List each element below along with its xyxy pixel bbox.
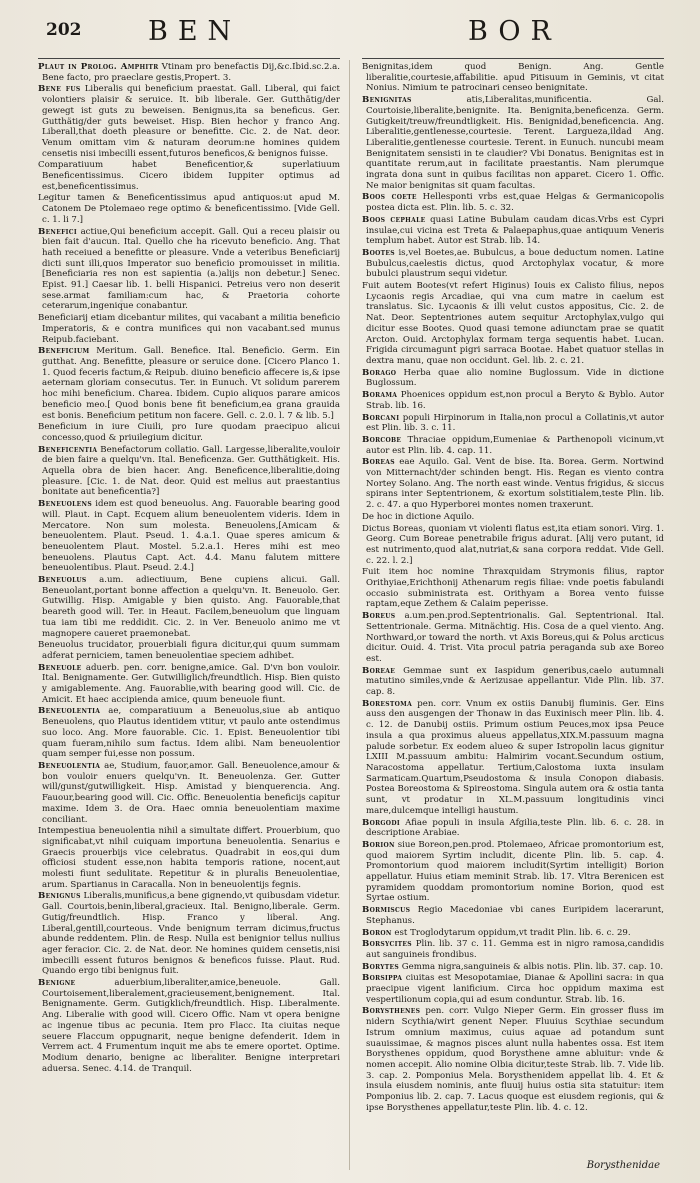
- entry-headword: Borion: [362, 839, 395, 850]
- page-number: 202: [46, 20, 82, 40]
- entry-headword: Beneuolus: [38, 575, 87, 586]
- dictionary-entry: [38, 891, 340, 977]
- dictionary-entry: [362, 818, 664, 839]
- entry-text: Comparatiuum habet Beneficentior,& superlatiuum Beneficentissimus. Cicero ibidem Iuppiter optimus ad est,beneficentissimus.: [38, 160, 340, 192]
- entry-text: Dictus Boreas, quoniam vt violenti flatus est,ita etiam sonori. Virg. 1. Georg. Cum Boreae penetrabile frigus adurat. [Alij vero putant, id est nutrimento,quod alat,nutriat,& sana corpora reddat. Vide Gell. c. 22. l. 2.]: [362, 523, 664, 566]
- catchword: Borysthenidae: [586, 1160, 660, 1171]
- dictionary-entry: [38, 160, 340, 192]
- entry-text: Thraciae oppidum,Eumeniae & Parthenopoli vicinum,vt autor est Plin. lib. 4. cap. 11.: [366, 434, 664, 456]
- dictionary-entry: [38, 575, 340, 639]
- dictionary-entry: [362, 905, 664, 926]
- entry-text: ciuitas est Mesopotamiae, Dianae & Apollini sacra: in qua praecipue vigent lanificium. Circa hoc oppidum maxima est vespertilionum copia,qui ad esum conduntur. Strab. lib. 16.: [366, 973, 664, 1005]
- entry-headword: Boreae: [362, 665, 396, 676]
- entry-text: ae, Studium, fauor,amor. Gall. Beneuolence,amour & bon vouloir enuers quelqu'vn. It. Beneuolenza. Ger. Gutter will/gunst/gutwilligkeit. Hisp. Amistad y bienquerencia. Ang. Fauour,bearing good will. Cic. Offic. Beneuolentia beneficijs capitur maxime. Idem 3. de Ora. Haec omnia beneuolentiam maxime conciliant.: [42, 761, 340, 825]
- entry-headword: Borestoma: [362, 698, 413, 709]
- entry-headword: Borsippa: [362, 973, 403, 984]
- entry-text: Regio Macedoniae vbi canes Euripidem lacerarunt, Stephanus.: [366, 905, 664, 926]
- dictionary-entry: [38, 62, 340, 83]
- dictionary-entry: [362, 973, 664, 1005]
- dictionary-entry: [38, 422, 340, 443]
- entry-text: pen. corr. Vnum ex ostiis Danubij fluminis. Ger. Eins auss den ausgengen der Thonaw in das Euxinisch meer Plin. lib. 4. c. 12. de Danubij ostiis. Primum ostium Peuces,mox ipsa Peuce insula a qua proximus alueus appellatus,XIX.M.passuum magna palude sorbetur. Ex eodem alueo & super Istropolin lacus gignitur LXIII M.passuum ambitu: Halmirim vocant.Secundum ostium, Naracostoma appellatur. Tertium,Calostoma iuxta insulam Sarmaticam.Quartum,Pseudostoma & insula Conopon diabasis. Postea Boreostoma & Spireostoma. Singula autem ora & ostia tanta sunt, vt prodatur in XL.M.passuum longitudinis vinci mare,dulcemque intelligi haustum.: [366, 698, 664, 816]
- entry-text: atis,Liberalitas,munificentia. Gal. Courtoisie,liberalite,benignite. Ita. Benignita,beneficenza. Germ. Gutigkeit/treuw/freundtligkeit. His. Benignidad,beneficencia. Ang. Liberalitie,gentlenesse,courtesie. Terent. Largueza,ildad Ang. Liberalitie,gentlenesse courtesie. Terent. in Eunuch. nuncubi meam Benignitatem sensisti in te claudier? Vbi Donatus. Benignitas est in quantitate rerum,aut in facilitate praestantis. Nam plerumque ingrata dona sunt in quibus facilitas non apparet. Cicero 1. Offic. Ne maior benignitas sit quam facultas.: [366, 95, 664, 191]
- entry-text: siue Boreon,pen.prod. Ptolemaeo, Africae promontorium est, quod maiorem Syrtim includit, dicente Plin. lib. 5. cap. 4. Promontorium quod maiorem includit(Syrtim intelligit) Borion appellatur. Huius etiam meminit Strab. lib. 17. Vltra Berenicen est pyramidem quoddam promontorium nomine Borion, quod est Syrtae ostium.: [366, 839, 664, 904]
- entry-headword: Borago: [362, 367, 397, 378]
- dictionary-entry: [38, 193, 340, 225]
- entry-text: Benignitas,idem quod Benign. Ang. Gentle liberalitie,courtesie,affabilitie. apud Pitisuum in Geminis, vt citat Nonius. Nimium te patrocinari censeo benignitate.: [362, 62, 664, 94]
- entry-headword: Beneficium: [38, 346, 90, 357]
- entry-text: is,vel Boetes,ae. Bubulcus, a boue deductum nomen. Latine Bubulcus,caelestis dictus, quod Arctophylax vocatur, & more bubulci plaustrum sequi videtur.: [366, 247, 664, 280]
- dictionary-entry: [38, 640, 340, 661]
- dictionary-entry: [38, 706, 340, 760]
- paper-speck: [520, 760, 522, 762]
- entry-text: Phoenices oppidum est,non procul a Beryto & Byblo. Autor Strab. lib. 16.: [366, 390, 664, 411]
- entry-text: Hellesponti vrbs est,quae Helgas & Germanicopolis postea dicta est. Plin. lib. 5. c. 32.: [366, 192, 664, 214]
- entry-text: Fuit item hoc nomine Thraxquidam Strymonis filius, raptor Orithyiae,Erichthonij Athenarum regis filiae: vnde poetis fabulandi occasio subministrata est. Orithyam a Borea vento fuisse raptam,eque Zethem & Calaim peperisse.: [362, 567, 664, 610]
- entry-headword: Borama: [362, 390, 398, 401]
- entry-text: Legitur tamen & Beneficentissimus apud antiquos:ut apud M. Catonem De Ptolemaeo rege optimo & beneficentissimo. [Vide Gell. c. 1. li 7.]: [38, 193, 340, 225]
- dictionary-entry: [362, 95, 664, 191]
- dictionary-entry: [38, 84, 340, 159]
- entry-text: a.um.pen.prod.Septentrionalis. Gal. Septentrional. Ital. Settentrionale. Germa. Mitnächtig. His. Cosa de a quel viento. Ang. Northward,or toward the north. vt Axis Boreus,qui & Polus arcticus dicitur. Ouid. 4. Trist. Vita procul patria peraganda sub axe Boreo est.: [366, 611, 664, 664]
- dictionary-entry: [362, 62, 664, 94]
- dictionary-entry: [362, 666, 664, 698]
- dictionary-entry: [362, 512, 664, 523]
- entry-text: Beneficium in iure Ciuili, pro Iure quodam praecipuo alicui concesso,quod & priuilegium dicitur.: [38, 422, 340, 443]
- entry-text: actiue,Qui beneficium accepit. Gall. Qui a receu plaisir ou bien fait d'aucun. Ital. Quello che ha ricevuto beneficio. Ang. That hath receiued a benefitte or pleasure. Vnde a veteribus Beneficiarij dicti sunt illi,quos Imperator suo beneficio promouisset in militia. [Beneficiaria res non est sapientia (a.)alijs non debetur.] Senec. Epist. 91.] Caesar lib. 1. belli Hispanici. Petreius vero non deserit sese.armat familiam:cum hac, & Praetoria cohorte ceterarum,ingenique conabantur.: [42, 226, 340, 312]
- entry-text: Herba quae alio nomine Buglossum. Vide in dictione Buglossum.: [366, 367, 664, 389]
- entry-headword: Beneuolentia: [38, 706, 101, 717]
- entry-headword: Boron: [362, 927, 392, 938]
- entry-text: pen. corr. Vulgo Nieper Germ. Ein grosser fluss im nidern Scythia/wirt genent Neper. Fluuius Scythiae secundum Istrum omnium maximus, cuius aquae ad potandum sunt suauissimae, & magnos pisces alunt nulla habentes ossa. Est item Borysthenes oppidum, quod Borysthene amne abluitur: vnde & nomen accepit. Alio nomine Olbia dicitur,teste Strab. lib. 7. Vide lib. 3. cap. 2. Pomponius Mela. Borysthenidem appellat lib. 4. Et & insula eiusdem nominis, ante fluuij huius ostia sita statuitur: item Pomponius lib. 2. cap. 7. Lacus quoque est eiusdem regionis, qui & ipse Borysthenes appellatur,teste Plin. lib. 4. c. 12.: [366, 1006, 664, 1113]
- column-gutter: [349, 60, 350, 1170]
- dictionary-entry: [38, 978, 340, 1074]
- entry-text: est Troglodytarum oppidum,vt tradit Plin. lib. 6. c. 29.: [394, 927, 631, 938]
- entry-text: Gemmae sunt ex Iaspidum generibus,caelo autumnali matutino similes,vnde & Aerizusae appellantur. Vide Plin. lib. 37. cap. 8.: [366, 665, 664, 698]
- entry-text: Meritum. Gall. Benefice. Ital. Beneficio. Germ. Ein gutthat. Ang. Benefitte, pleasure or seruice done. [Cicero Planco 1. 1. Quod feceris factum,& Reipub. diuino beneficio affecere is,& ipse aeternam gloriam consecutus. Ter. in Eunuch. Vt solidum parerem hoc mihi beneficium. Charea. Ibidem. Cupio aliquos parare amicos beneficio meo.[ Quod bonis bene fit beneficium,ea grana grauida est bonis. Beneficium petitum non facere. Gell. c. 2.0. l. 7 & lib. 5.]: [42, 346, 340, 421]
- entry-text: a.um. adiectiuum, Bene cupiens alicui. Gall. Beneuolant,portant bonne affection a quelqu'vn. It. Beneuolo. Ger. Gutwillig. Hisp. Amigable y bien quisto. Ang. Fauorable,that beareth good will. Ter. in Heaut. Facilem,beneuolum que linguam tua iam tibi me reddidit. Cic. 2. in Ver. Beneuolo animo me vt magnopere caueret praemonebat.: [42, 575, 340, 639]
- entry-headword: Plaut in Prolog. Amphitr: [38, 62, 159, 72]
- dictionary-entry: [362, 699, 664, 817]
- entry-text: Afiae populi in insula Afgilia,teste Plin. lib. 6. c. 28. in descriptione Arabiae.: [366, 817, 664, 839]
- dictionary-entry: [38, 826, 340, 890]
- dictionary-entry: [362, 192, 664, 213]
- entry-text: eae Aquilo. Gal. Vent de bise. Ita. Borea. Germ. Nortwind von Mitternacht/der schinden bengt. His. Regan es viento contra Nortey Solano. Ang. The north east winde. Ventus frigidus, & siccus spirans inter Septentrionem, & exortum solstitialem,teste Plin. lib. 2. c. 47. a quo Hyperborei montes nomen traxerunt.: [366, 457, 664, 511]
- entry-headword: Boreus: [362, 611, 396, 622]
- entry-text: Beneficiarij etiam dicebantur milites, qui vacabant a militia beneficio Imperatoris, & e contra munifices qui non vacabant.sed munus Reipub.faciebant.: [38, 313, 340, 345]
- entry-text: ae, comparatiuum a Beneuolus,siue ab antiquo Beneuolens, quo Plautus identidem vtitur, vt paulo ante ostendimus suo loco. Ang. More fauorable. Cic. 1. Epist. Beneuolentior tibi quam fueram,nihilo sum factus. Idem alibi. Nam beneuolentior quam semper fui,esse non possum.: [42, 706, 340, 760]
- entry-headword: Boos coete: [362, 192, 417, 203]
- entry-headword: Bormiscus: [362, 905, 411, 916]
- dictionary-entry: [362, 457, 664, 511]
- entry-headword: Benigne: [38, 978, 76, 989]
- entry-text: Fuit autem Bootes(vt refert Higinus) Iouis ex Calisto filius, nepos Lycaonis regis Arcadiae, qui vna cum matre in caelum est translatus. Sic. Lycaonis & illi velut custos appositus, Cic. 2. de Nat. Deor. Septentriones autem sequitur Arctophylax,vulgo qui dicitur esse Bootes. Quod quasi temone adiunctam prae se quatit Arcton. Ouid. Arctophylax formam terga sequentis habet. Lucan. Frigida circumagunt pigri sarraca Bootae. Habet quatuor stellas in dextra manu, quae non occidunt. Gel. lib. 2. c. 21.: [362, 281, 664, 366]
- entry-headword: Beneuolens: [38, 499, 92, 510]
- entry-text: Liberalis qui beneficium praestat. Gall. Liberal, qui faict volontiers plaisir & seruice. It. bib liberale. Ger. Gutthätig/der gewegt ist guts zu beweisen. Benignus,ita sa beneficus. Ger. Gutthätig/der guts beweiset. Hisp. Bien hechor y franco Ang. Liberall,that doeth pleasure or benefitte. Cic. 2. de Nat. deor. Venum omittam vim & naturam deorum:ne homines quidem censetis nisi imbecilli essent,futuros beneficos,& benignos fuisse.: [42, 84, 340, 159]
- dictionary-entry: [38, 346, 340, 421]
- dictionary-entry: [38, 445, 340, 499]
- entry-headword: Benefici: [38, 226, 77, 237]
- entry-text: Vtinam pro benefactis Dij,&c.Ibid.sc.2.a. Bene facto, pro praeclare gestis,Propert. 3.: [42, 62, 340, 83]
- dictionary-entry: [362, 928, 664, 939]
- entry-headword: Borcobe: [362, 434, 402, 445]
- dictionary-entry: [362, 281, 664, 367]
- entry-headword: Borytes: [362, 961, 400, 972]
- dictionary-entry: [38, 227, 340, 313]
- entry-headword: Borgodi: [362, 817, 400, 828]
- dictionary-entry: [362, 524, 664, 567]
- entry-text: Beneuolus trucidator, prouerbiali figura dicitur,qui quum summam adferat perniciem, tamen beneuolentiae speciem adhibet.: [38, 640, 340, 661]
- right-column: [362, 62, 664, 1172]
- dictionary-entry: [362, 611, 664, 665]
- dictionary-entry: [362, 435, 664, 456]
- entry-headword: Boreas: [362, 457, 395, 468]
- left-column: [38, 62, 340, 1172]
- dictionary-entry: [38, 499, 340, 574]
- entry-headword: Boos cephale: [362, 214, 426, 225]
- dictionary-entry: [362, 390, 664, 411]
- paper-speck: [210, 1050, 213, 1053]
- entry-text: quasi Latine Bubulam caudam dicas.Vrbs est Cypri insulae,cui vicina est Treta & Palaepaphus,quae antiquum Veneris templum habet. Autor est Strab. lib. 14.: [366, 214, 664, 247]
- entry-text: Benefactorum collatio. Gall. Largesse,liberalite,vouloir de bien faire a quelqu'vn. Ital. Beneficenza. Ger. Gutthätigkeit. His. Aquella obra de bien hacer. Ang. Beneficence,liberalitie,doing pleasure. [Cic. 1. de Nat. deor. Quid est melius aut praestantius bonitate aut beneficentia?]: [42, 444, 340, 498]
- entry-headword: Beneficentia: [38, 444, 98, 455]
- entry-headword: Beneuole: [38, 662, 82, 673]
- entry-text: aduerb. pen. corr. benigne,amice. Gal. D'vn bon vouloir. Ital. Benignamente. Ger. Gutwilliglich/freundtlich. Hisp. Bien quisto y amigablemente. Ang. Fauorablie,with bearing good will. Cic. de Amicit. Et haec accipienda amice, quum beneuole fiunt.: [42, 662, 340, 705]
- entry-text: Liberalis,munificus,a bene gignendo,vt quibusdam videtur. Gall. Courtois,benin,liberal,gracieux. Ital. Benigno,liberale. Germ. Gutig/freundtlich. Hisp. Franco y liberal. Ang. Liberal,gentill,courteous. Vnde benignum terram dicimus,fructus abunde reddentem. Plin. de Resp. Nulla est benignior tellus nullius ager feracior. Cic. 2. de Nat. deor. Ne homines quidem censetis,nisi imbecilli essent futuros benignos & beneficos fuisse. Plaut. Rud. Quando ergo tibi benignus fuit.: [42, 891, 340, 977]
- entry-text: aduerbium,liberaliter,amice,beneuole. Gall. Courtoisement,liberalement,gracieusement,benignement. Ital. Benignamente. Germ. Gutigklich/freundtlich. Hisp. Liberalmente. Ang. Liberalie with good will. Cicero Offic. Nam vt opera benigne ac ingenue tibus ac pecunia. Item pro Flacc. Ita ciuitas neque seuere Flaccum oppugnarit, neque benigne defenderit. Idem in Verrem act. 4 Frumentum inquit me abs te emere oportet. Optime. Modium denario, benigne ac liberaliter. Benigne interpretari aduersa. Senec. 4.14. de Tranquil.: [42, 978, 340, 1074]
- dictionary-entry: [362, 962, 664, 973]
- page-header: [0, 12, 700, 46]
- dictionary-entry: [362, 215, 664, 247]
- entry-text: populi Hirpinorum in Italia,non procul a Collatinis,vt autor est Plin. lib. 3. c. 11.: [366, 412, 664, 434]
- dictionary-entry: [362, 1006, 664, 1113]
- dictionary-entry: [362, 368, 664, 389]
- running-head-left: BEN: [148, 16, 242, 47]
- entry-headword: Borysthenes: [362, 1006, 421, 1017]
- entry-headword: Bootes: [362, 247, 395, 258]
- dictionary-entry: [362, 939, 664, 960]
- entry-headword: Borcani: [362, 412, 400, 423]
- header-rule-left: [38, 58, 340, 59]
- paper-speck: [120, 300, 123, 302]
- dictionary-entry: [38, 761, 340, 825]
- entry-headword: Benignus: [38, 891, 81, 902]
- entry-headword: Borsycites: [362, 939, 412, 950]
- dictionary-entry: [362, 567, 664, 610]
- entry-text: Plin. lib. 37 c. 11. Gemma est in nigro ramosa,candidis aut sanguineis frondibus.: [366, 939, 664, 960]
- entry-text: De hoc in dictione Aquilo.: [362, 511, 475, 522]
- dictionary-entry: [362, 248, 664, 280]
- entry-headword: Benignitas: [362, 95, 412, 106]
- entry-headword: Beneuolentia: [38, 761, 101, 771]
- dictionary-entry: [362, 413, 664, 434]
- entry-text: Gemma nigra,sanguineis & albis notis. Plin. lib. 37. cap. 10.: [401, 961, 664, 972]
- entry-headword: Bene fus: [38, 84, 81, 95]
- dictionary-entry: [38, 663, 340, 706]
- entry-text: Intempestiua beneuolentia nihil a simultate differt. Prouerbium, quo significabat,vt nihil cuiquam importuna beneuolentia. Senarius e Graecis prouerbijs vice celebratus. Quadrabit in eos,qui dum officiosi student esse,non habita temporis ratione, nocent,aut molesti fiunt sedulitate. Repetitur & in pluralis Beneuolentiae, arum. Spartianus in Caracalla. Non in beneuolentijs fegnis.: [38, 826, 340, 890]
- header-rule-right: [362, 58, 664, 59]
- dictionary-entry: [362, 840, 664, 904]
- running-head-right: BOR: [468, 16, 561, 47]
- dictionary-entry: [38, 313, 340, 345]
- entry-text: idem est quod beneuolus. Ang. Fauorable bearing good will. Plaut. in Capt. Ecquem alium beneuolentem videris. Idem in Mercatore. Non sum molesta. Beneuolens,[Amicam & beneuolentem. Plaut. Pseud. 1. 4.a.1. Quae speres amicum & beneuolentem Plaut. Mostel. 5.2.a.1. Heres mihi est meo beneuolens. Plautus Capt. Act. 4.4. Manu falutem mittere beneuolentibus. Plaut. Pseud. 2.4.]: [42, 499, 340, 574]
